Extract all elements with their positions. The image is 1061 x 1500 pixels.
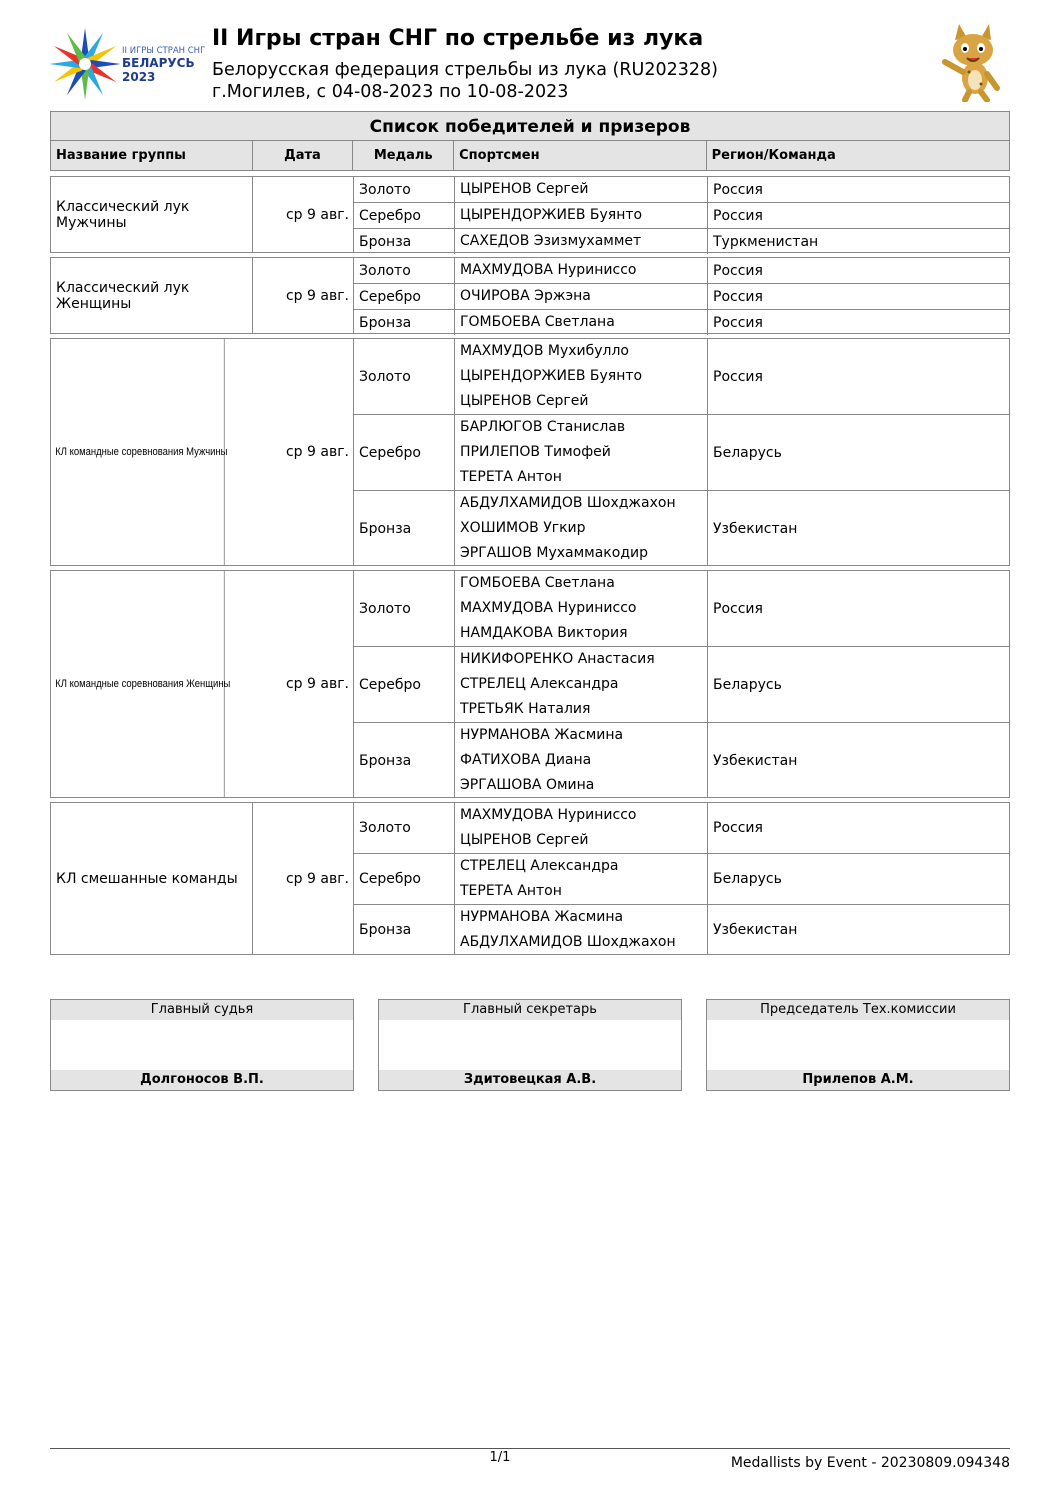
- medal-row: [354, 723, 1009, 798]
- athlete-name: МАХМУДОВА Нуриниссо: [460, 807, 637, 823]
- col-athlete: Спортсмен: [454, 141, 706, 170]
- medal-label: Золото: [354, 571, 455, 646]
- medal-row: [354, 203, 1009, 229]
- athlete-name: МАХМУДОВА Нуриниссо: [460, 600, 637, 616]
- medal-label: Золото: [354, 803, 455, 853]
- athlete-name: МАХМУДОВ Мухибулло: [460, 343, 629, 359]
- medal-row: [354, 229, 1009, 254]
- athlete-name: ЭРГАШОВ Мухаммакодир: [460, 545, 648, 561]
- team-name: Россия: [713, 288, 763, 305]
- athlete-name: АБДУЛХАМИДОВ Шохджахон: [460, 495, 676, 511]
- athlete-name: СТРЕЛЕЦ Александра: [460, 676, 619, 692]
- medal-row: [354, 284, 1009, 310]
- athlete-name: ТЕРЕТА Антон: [460, 883, 562, 899]
- team-name: Россия: [713, 368, 763, 385]
- medal-label: Серебро: [354, 415, 455, 490]
- athlete-name: НИКИФОРЕНКО Анастасия: [460, 651, 655, 667]
- event-date: ср 9 авг.: [253, 571, 354, 797]
- athlete-name: НАМДАКОВА Виктория: [460, 625, 628, 641]
- col-date: Дата: [253, 141, 354, 170]
- table-caption: Список победителей и призеров: [50, 111, 1010, 141]
- medal-row: [354, 647, 1009, 723]
- athlete-name: ТРЕТЬЯК Наталия: [460, 701, 591, 717]
- medal-row: [354, 854, 1009, 905]
- team-name: Беларусь: [713, 444, 782, 461]
- team-name: Россия: [713, 600, 763, 617]
- event-name: Классический лук Мужчины: [51, 177, 253, 252]
- event-name: КЛ смешанные команды: [51, 803, 253, 954]
- medal-label: Бронза: [354, 491, 455, 566]
- team-name: Беларусь: [713, 676, 782, 693]
- team-name: Россия: [713, 820, 763, 836]
- report-header: [50, 22, 1010, 104]
- signature-chief-judge: [50, 999, 354, 1091]
- medal-row: [354, 491, 1009, 566]
- signature-name: Долгоносов В.П.: [51, 1070, 353, 1090]
- col-medal: Медаль: [353, 141, 454, 170]
- team-name: Россия: [713, 314, 763, 331]
- signature-name: Здитовецкая А.В.: [379, 1070, 681, 1090]
- medal-label: Серебро: [354, 203, 455, 228]
- signature-name: Прилепов А.М.: [707, 1070, 1009, 1090]
- athlete-name: ОЧИРОВА Эржэна: [460, 288, 591, 304]
- athlete-name: НУРМАНОВА Жасмина: [460, 909, 624, 925]
- medal-label: Бронза: [354, 723, 455, 798]
- event-block: [50, 570, 1010, 798]
- medal-row: [354, 415, 1009, 491]
- event-block: [50, 338, 1010, 566]
- team-name: Узбекистан: [713, 922, 798, 938]
- athlete-name: ГОМБОЕВА Светлана: [460, 314, 615, 330]
- col-group-name: Название группы: [51, 141, 253, 170]
- medal-label: Бронза: [354, 229, 455, 254]
- medal-row: [354, 905, 1009, 955]
- event-name: КЛ командные соревнования Женщины: [51, 571, 225, 797]
- athlete-name: ЭРГАШОВА Омина: [460, 777, 595, 793]
- athlete-name: ХОШИМОВ Угкир: [460, 520, 586, 536]
- report-id: Medallists by Event - 20230809.094348: [730, 1455, 1010, 1471]
- athlete-name: ТЕРЕТА Антон: [460, 469, 562, 485]
- team-name: Туркменистан: [713, 233, 819, 250]
- athlete-name: ЦЫРЕНДОРЖИЕВ Буянто: [460, 207, 643, 223]
- medal-label: Серебро: [354, 854, 455, 904]
- medal-label: Бронза: [354, 310, 455, 335]
- athlete-name: ГОМБОЕВА Светлана: [460, 575, 615, 591]
- medal-label: Золото: [354, 339, 455, 414]
- athlete-name: СТРЕЛЕЦ Александра: [460, 858, 619, 874]
- medal-row: [354, 571, 1009, 647]
- footer-divider: [50, 1448, 1010, 1449]
- athlete-name: МАХМУДОВА Нуриниссо: [460, 262, 637, 278]
- games-logo: [50, 26, 206, 102]
- medal-label: Бронза: [354, 905, 455, 955]
- athlete-name: ФАТИХОВА Диана: [460, 752, 592, 768]
- signature-chief-secretary: [378, 999, 682, 1091]
- event-block: [50, 176, 1010, 253]
- lynx-mascot-icon: [935, 22, 1010, 102]
- event-name: Классический лук Женщины: [51, 258, 253, 333]
- athlete-name: НУРМАНОВА Жасмина: [460, 727, 624, 743]
- event-date: ср 9 авг.: [253, 339, 354, 565]
- medal-row: [354, 258, 1009, 284]
- medal-label: Серебро: [354, 284, 455, 309]
- signature-title: Председатель Тех.комиссии: [707, 1000, 1009, 1020]
- medal-row: [354, 339, 1009, 415]
- signature-title: Главный судья: [51, 1000, 353, 1020]
- medal-label: Золото: [354, 177, 455, 202]
- event-block: [50, 802, 1010, 955]
- logo-line-2: БЕЛАРУСЬ: [122, 56, 195, 70]
- medal-row: [354, 310, 1009, 335]
- col-team: Регион/Команда: [711, 148, 836, 163]
- athlete-name: ЦЫРЕНОВ Сергей: [460, 181, 589, 197]
- team-name: Узбекистан: [713, 752, 798, 769]
- team-name: Россия: [713, 181, 763, 198]
- star-burst-icon: [50, 26, 120, 102]
- organizer-line: Белорусская федерация стрельбы из лука (RU202328): [212, 60, 718, 80]
- event-date: ср 9 авг.: [253, 803, 354, 954]
- medal-row: [354, 177, 1009, 203]
- event-date: ср 9 авг.: [253, 177, 354, 252]
- athlete-name: ПРИЛЕПОВ Тимофей: [460, 444, 611, 460]
- athlete-name: АБДУЛХАМИДОВ Шохджахон: [460, 934, 676, 950]
- medal-row: [354, 803, 1009, 854]
- athlete-name: ЦЫРЕНОВ Сергей: [460, 832, 589, 848]
- medal-label: Серебро: [354, 647, 455, 722]
- logo-line-3: 2023: [122, 70, 156, 84]
- signature-title: Главный секретарь: [379, 1000, 681, 1020]
- medal-label: Золото: [354, 258, 455, 283]
- team-name: Россия: [713, 207, 763, 224]
- athlete-name: ЦЫРЕНОВ Сергей: [460, 393, 589, 409]
- page-number: 1/1: [489, 1450, 511, 1465]
- results-table-header: [50, 111, 1010, 171]
- athlete-name: САХЕДОВ Эзизмухаммет: [460, 233, 642, 249]
- team-name: Узбекистан: [713, 520, 798, 537]
- signature-tech-chair: [706, 999, 1010, 1091]
- logo-line-1: II ИГРЫ СТРАН СНГ: [122, 46, 206, 56]
- event-name: КЛ командные соревнования Мужчины: [51, 339, 225, 565]
- venue-dates-line: г.Могилев, с 04-08-2023 по 10-08-2023: [212, 82, 569, 102]
- athlete-name: БАРЛЮГОВ Станислав: [460, 419, 626, 435]
- event-block: [50, 257, 1010, 334]
- team-name: Беларусь: [713, 871, 782, 887]
- event-date: ср 9 авг.: [253, 258, 354, 333]
- page-title: II Игры стран СНГ по стрельбе из лука: [212, 26, 704, 51]
- athlete-name: ЦЫРЕНДОРЖИЕВ Буянто: [460, 368, 643, 384]
- team-name: Россия: [713, 262, 763, 279]
